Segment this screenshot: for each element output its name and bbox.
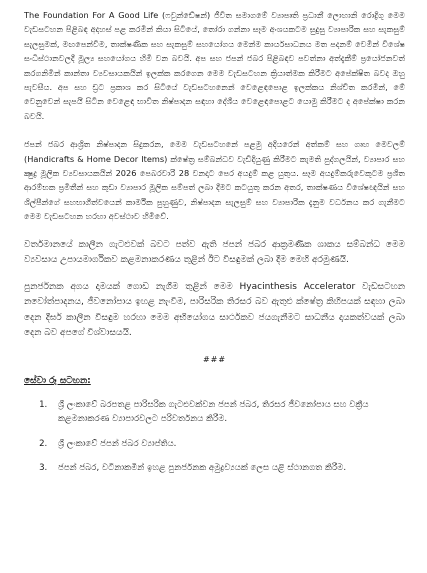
list-item: 1. ශ්‍රී ලංකාවේ බරපතළ පාරිසරික ගැටළුවක්වන ජපන් ජබර, තිරසර ජීවනෝපාය සහ වක්‍රීය කළමනාකරණ ව්‍යාපාරවලට පරිවර්තනය කිරීම.: [50, 398, 405, 427]
services-list: [24, 398, 405, 476]
list-item: 3. ජපන් ජබර, වටිනාකමින් ඉහළ පුනර්ජනක අමුද්‍රව්‍යයක් ලෙස යළි ස්ථානගත කිරීම.: [50, 461, 405, 475]
services-heading: සේවා රූ සටහන:: [24, 375, 91, 386]
paragraph-belief: පුනර්ජනක අගය දාමයක් ගොඩ නැගීම තුළින් මෙම Hyacinthesis Accelerator වැඩසටහන නවෝත්පාදනය, ජීවනෝපාය ඉහළ නැංවීම, පාරිසරික තිරසර බව ඇතුළු ක්ෂේත්‍ර කිහිපයක් සඳහා ලබා දෙන දීර්ඝ කාලීන විසඳුම හරහා මෙම අභියෝගය සාර්ථකව ජයගැනීමට සාධනීය දායකත්වයක් ලබා දෙන බව අපගේ විශ්වාසයයි.: [24, 282, 405, 338]
paragraph-application: ජපන් ජබර ආශ්‍රිත නිෂ්පාදන සිදුකරන, මෙම වැඩසටහනේ පළමු අදියරෙන් අත්කම් සහ ගෘහ මෙවලම් (Handicrafts & Home Decor Items) ක්ෂේත්‍ර සම්බන්ධව වැඩිදියුණු කිරීමට කැමති පුද්ගලයින්, ව්‍යාපාර සහ ක්‍ෂුද්‍ර මූලික ව්‍යවසායකයින් 2026 පෙබරවාරි 28 වනදාට පෙර අයදුම් කළ යුතුය. සෑම අයදුම්කරුවෙකුටම ප්‍රශිත ආරම්භක ප්‍රමිතීන් සහ කුඩා ව්‍යාපාර මූලික සම්පත් ලබා දීමට කටයුතු කරන අතර, තාක්ෂණය විශේෂඥයින් සහ ශිල්පීන්ගේ සහභාගීත්වයෙන් කාර්මික පුහුණුව, නිෂ්පාදන සැලසුම් සහ ව්‍යාපාරික දැනුම වර්ධනය කර ගැනීමට මෙම වැඩසටහන හරහා අවස්ථාව හිමිවේ.: [24, 139, 405, 222]
section-separator: ###: [202, 354, 227, 364]
paragraph-aim: වර්තමානයේ කාලීන ගැටළුවක් බවට පත්ව ඇති ජපන් ජබර ආක්‍රමණික ශාකය සම්බන්ධ මෙම ව්‍යවසාය උපායමාර්ගිකව කළමනාකරණය තුළින් ඊට විසඳුමක් ලබා දීම මෙහි අරමුණයි.: [24, 239, 405, 265]
paragraph-intro: The Foundation For A Good Life (ෆවුන්ඩේෂන්) ජීවිත සමාගමේ ව්‍යාපෘති ප්‍රධානී ලොහානි රොද්‍රිගු මෙම වැඩසටහන පිළිබඳ අදහස් පළ කරමින් කියා සිටියේ, තෝරා ගන්නා සෑම අංශයකටම සුදුසු ව්‍යාපාරික සහ සැකසුම් සැලසුමක්, මඟපෙන්වීම, තාක්ෂණික සහ සැකසුම් සහයෝගය මෙන්ම කාර්යසාධනය මත පදනම් වෙමින් විශේෂ සංධිස්ථානවලදී මූල්‍ය සහයෝගය හිමි වන බවයි. අප සහ ජපන් ජබර පිළිබඳව පවත්නා අත්දැකීම් ප්‍රයෝජනවත් කරගනිමින් කාන්තා ව්‍යවසායකයින් ඉලක්ක කරගෙන මෙම වැඩසටහන ක්‍රියාත්මක කිරීමට අපේක්ෂිත බවද ඔහු පැවසීය. අප සහ ඩ්‍රට ප්‍රකාශ කර සිටියේ වැඩසටහනෙන් වෙළෙඳපොළ ඉලක්කය නිශ්චිත කරමින්, මේ වෙනුවෙන් සැපයී සිටින වෙළෙඳ භාවිත නිෂ්පාදන සඳහා දේශීය වෙළෙඳපොළට යොමු කිරීමට ද අපේක්ෂා කරන බවයි.: [24, 10, 405, 121]
list-item: 2. ශ්‍රී ලංකාවේ ජපන් ජබර ව්‍යාප්තිය.: [50, 437, 405, 451]
